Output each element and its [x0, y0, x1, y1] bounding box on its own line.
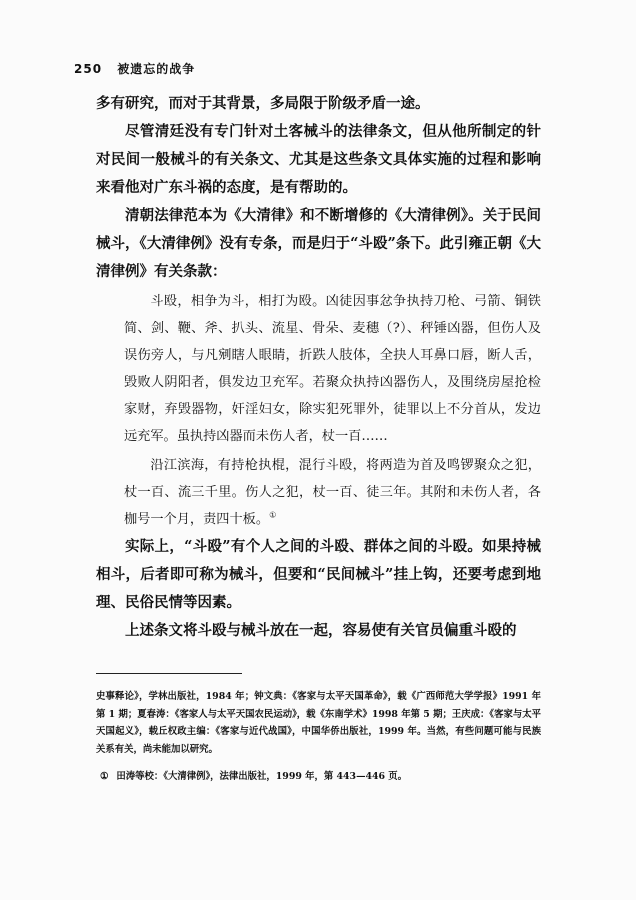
running-header	[74, 60, 195, 77]
block-quote	[96, 288, 541, 533]
footnote-separator	[96, 673, 242, 674]
footnote-1-text: 田涛等校：《大清律例》，法律出版社，1999 年，第 443—446 页。	[116, 771, 408, 782]
footnotes	[96, 688, 541, 786]
paragraph-4: 实际上，“斗殴”有个人之间的斗殴、群体之间的斗殴。如果持械相斗，后者即可称为械斗，但要和“民间械斗”挂上钩，还要考虑到地理、民俗民情等因素。	[96, 538, 541, 611]
running-title: 被遗忘的战争	[117, 62, 196, 76]
paragraph-2: 尽管清廷没有专门针对土客械斗的法律条文，但从他所制定的针对民间一般械斗的有关条文、尤其是这些条文具体实施的过程和影响来看他对广东斗祸的态度，是有帮助的。	[96, 123, 541, 196]
footnote-continued: 史事释论》，学林出版社，1984 年；钟文典：《客家与太平天国革命》，载《广西师范大学学报》1991 年第 1 期；夏春涛：《客家人与太平天国农民运动》，载《东南学术》1998 年第 5 期；王庆成：《客家与太平天国起义》，载丘权政主编：《客家与近代战国》，中国华侨出版社，1999 年。当然，有些问题可能与民族关系有关，尚未能加以研究。	[96, 691, 541, 755]
page-number: 250	[74, 62, 103, 76]
quote-paragraph-1: 斗殴，相争为斗，相打为殴。凶徒因事忿争执持刀枪、弓箭、铜铁简、剑、鞭、斧、扒头、流星、骨朵、麦穗（?）、秤锤凶器，但伤人及误伤旁人，与凡剜瞎人眼睛，折跌人肢体，全抉人耳鼻口唇，断人舌，毁败人阴阳者，俱发边卫充军。若聚众执持凶器伤人，及围绕房屋抢检家财，弃毁器物，奸淫妇女，除实犯死罪外，徒罪以上不分首从，发边远充军。虽执持凶器而未伤人者，杖一百……	[124, 294, 541, 444]
body-text	[96, 90, 541, 645]
paragraph-1: 多有研究，而对于其背景，多局限于阶级矛盾一途。	[96, 95, 430, 112]
paragraph-3: 清朝法律范本为《大清律》和不断增修的《大清律例》。关于民间械斗，《大清律例》没有专条，而是归于“斗殴”条下。此引雍正朝《大清律例》有关条款：	[96, 207, 541, 280]
quote-paragraph-2	[124, 452, 541, 533]
footnote-1	[96, 768, 541, 786]
footnote-1-marker: ①	[100, 771, 109, 782]
footnote-ref-1: ①	[269, 510, 277, 520]
quote-paragraph-2-text: 沿江滨海，有持枪执棍，混行斗殴，将两造为首及鸣锣聚众之犯，杖一百、流三千里。伤人之犯，杖一百、徒三年。其附和未伤人者，各枷号一个月，责四十板。	[124, 458, 541, 527]
paragraph-5: 上述条文将斗殴与械斗放在一起，容易使有关官员偏重斗殴的	[125, 622, 517, 639]
